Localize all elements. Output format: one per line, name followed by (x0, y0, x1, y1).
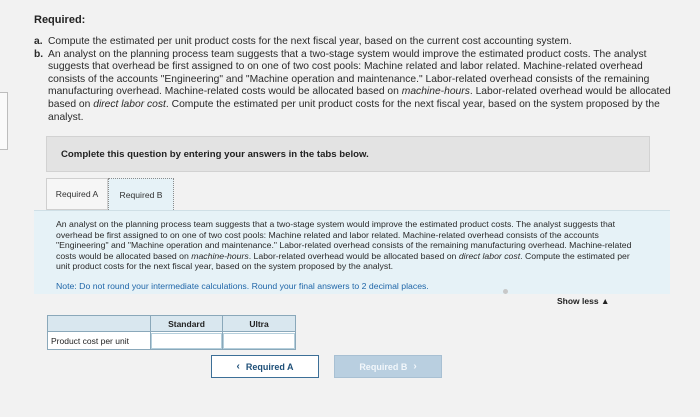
required-heading: Required: (34, 14, 86, 26)
cursor-dot-icon (503, 289, 508, 294)
panel-instructions (56, 219, 642, 272)
column-header-standard: Standard (151, 316, 223, 332)
requirement-a (34, 36, 672, 49)
requirements-list (34, 36, 672, 124)
question-panel (34, 210, 670, 294)
requirement-text-part: An analyst on the planning process team suggests that a two-stage system would improve the estimated product costs. The analyst suggests that overhead be first assigned to on one of two cost pools: Machine related and labor related. Machine-related overhead consists of the accounts "Engineering" and "Machine operation and maintenance." Labor-related overhead consists of the remaining manufacturing overhead. Machine-related costs would be allocated based on (48, 48, 650, 98)
show-less-label: Show less (557, 296, 599, 306)
previous-button-label: Required A (245, 361, 294, 372)
standard-cost-input[interactable] (151, 333, 222, 349)
chevron-left-icon: ‹ (236, 361, 240, 372)
chevron-right-icon: › (413, 361, 417, 372)
tab-required-b[interactable]: Required B (108, 178, 174, 210)
panel-text-italic: direct labor cost (458, 250, 521, 261)
previous-required-a-button[interactable] (211, 355, 319, 378)
requirement-text (48, 49, 672, 125)
requirement-letter: b. (34, 48, 44, 60)
instructions-bar: Complete this question by entering your answers in the tabs below. (46, 136, 650, 172)
rounding-note: Note: Do not round your intermediate calculations. Round your final answers to 2 decimal places. (56, 281, 429, 291)
requirement-text-italic: direct labor cost (93, 98, 166, 110)
ultra-cost-input[interactable] (223, 333, 295, 349)
requirement-text-part: . Labor-related overhead would be allocated based on (48, 86, 671, 110)
requirement-text: Compute the estimated per unit product costs for the next fiscal year, based on the current cost accounting system. (48, 36, 572, 47)
requirement-text-italic: machine-hours (401, 86, 470, 98)
next-required-b-button[interactable] (334, 355, 442, 378)
panel-text-italic: machine-hours (191, 250, 249, 261)
tab-required-a[interactable]: Required A (46, 178, 108, 210)
requirement-letter: a. (34, 36, 43, 47)
panel-text-part: . Labor-related overhead would be allocated based on (248, 250, 459, 261)
standard-cost-cell (151, 332, 223, 350)
tab-strip (46, 178, 174, 210)
requirement-text-part: . Compute the estimated per unit product costs for the next fiscal year, based on the system proposed by the analyst. (48, 98, 660, 123)
answer-table (47, 315, 296, 350)
requirement-b (34, 49, 672, 125)
column-header-ultra: Ultra (223, 316, 296, 332)
left-edge-frame (0, 92, 8, 150)
ultra-cost-cell (223, 332, 296, 350)
next-button-label: Required B (359, 361, 408, 372)
panel-text-part: . Compute the estimated per unit product costs for the next fiscal year, based on the system proposed by the analyst. (56, 250, 630, 271)
panel-text-part: An analyst on the planning process team suggests that a two-stage system would improve the estimated product costs. The analyst suggests that overhead be first assigned to on one of two cost pools: Machine related and labor related. Machine-related overhead consists of the accounts "Engineering" and "Machine operation and maintenance." Labor-related overhead consists of the remaining manufacturing overhead. Machine-related costs would be allocated based on (56, 219, 632, 261)
table-header-blank (48, 316, 151, 332)
table-header-row (48, 316, 296, 332)
row-label-product-cost: Product cost per unit (48, 332, 151, 350)
triangle-up-icon: ▲ (600, 296, 610, 306)
table-row (48, 332, 296, 350)
show-less-link[interactable] (557, 296, 609, 306)
